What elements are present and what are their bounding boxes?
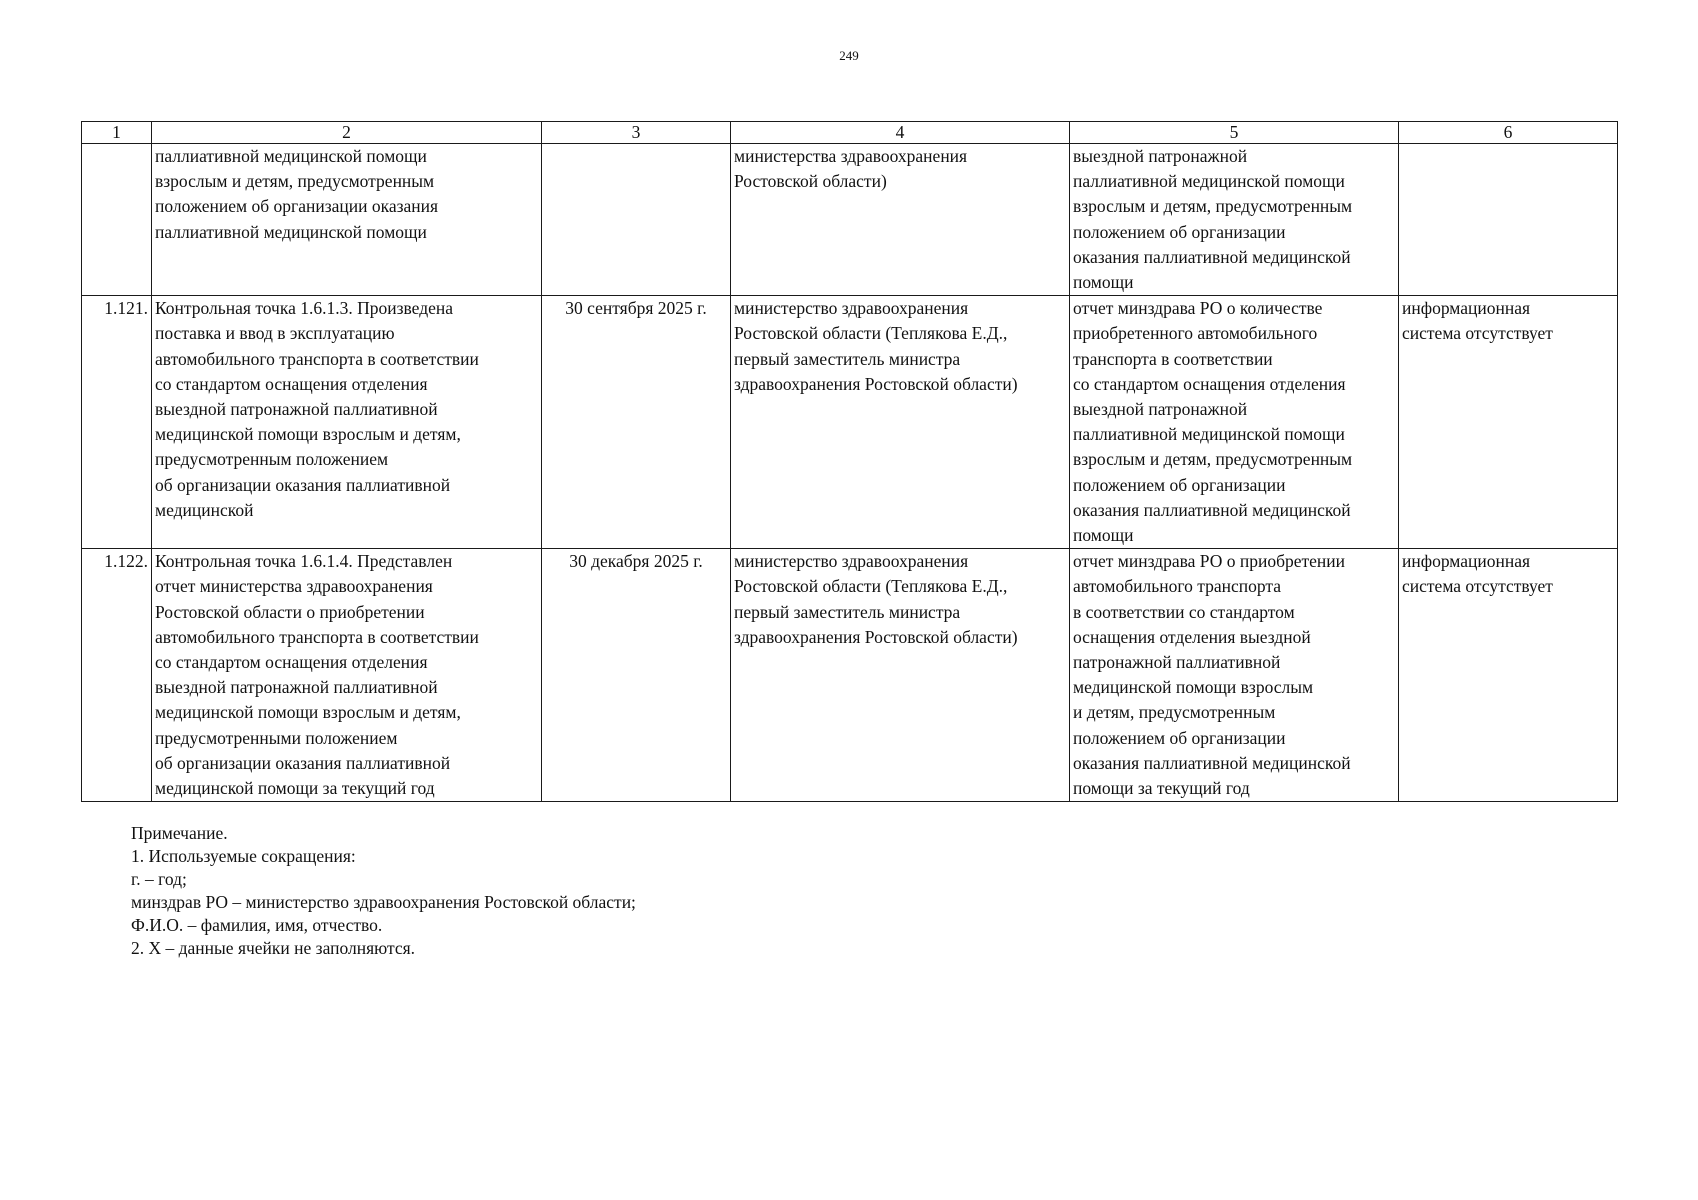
notes-section: [131, 822, 636, 960]
plan-table: [81, 121, 1618, 802]
table-row: [82, 549, 1618, 802]
info-system-cell: [1399, 144, 1618, 296]
notes-line: 2. Х – данные ячейки не заполняются.: [131, 938, 416, 958]
column-header-1: 1: [82, 122, 152, 144]
event-name-cell: Контрольная точка 1.6.1.4. Представлен отчет министерства здравоохранения Ростовской области о приобретении автомобильного транспорта в соответствии со стандартом оснащения отделения выездной патронажной паллиативной медицинской помощи взрослым и детям, предусмотренными положением об организации оказания паллиативной медицинской помощи за текущий год: [152, 549, 542, 802]
notes-line: 1. Используемые сокращения:: [131, 846, 356, 866]
table-row: [82, 296, 1618, 549]
table-row: [82, 144, 1618, 296]
table-header-row: [82, 122, 1618, 144]
column-header-2: 2: [152, 122, 542, 144]
notes-line: минздрав РО – министерство здравоохранения Ростовской области;: [131, 892, 636, 912]
responsible-cell: министерства здравоохранения Ростовской области): [731, 144, 1070, 296]
row-number-cell: 1.121.: [82, 296, 152, 549]
document-cell: отчет минздрава РО о количестве приобретенного автомобильного транспорта в соответствии со стандартом оснащения отделения выездной патронажной паллиативной медицинской помощи взрослым и детям, предусмотренным положением об организации оказания паллиативной медицинской помощи: [1070, 296, 1399, 549]
notes-line: Ф.И.О. – фамилия, имя, отчество.: [131, 915, 383, 935]
info-system-cell: информационная система отсутствует: [1399, 549, 1618, 802]
event-name-cell: Контрольная точка 1.6.1.3. Произведена поставка и ввод в эксплуатацию автомобильного транспорта в соответствии со стандартом оснащения отделения выездной патронажной паллиативной медицинской помощи взрослым и детям, предусмотренным положением об организации оказания паллиативной медицинской: [152, 296, 542, 549]
document-cell: выездной патронажной паллиативной медицинской помощи взрослым и детям, предусмотренным положением об организации оказания паллиативной медицинской помощи: [1070, 144, 1399, 296]
document-cell: отчет минздрава РО о приобретении автомобильного транспорта в соответствии со стандартом оснащения отделения выездной патронажной паллиативной медицинской помощи взрослым и детям, предусмотренным положением об организации оказания паллиативной медицинской помощи за текущий год: [1070, 549, 1399, 802]
responsible-cell: министерство здравоохранения Ростовской области (Теплякова Е.Д., первый заместитель министра здравоохранения Ростовской области): [731, 549, 1070, 802]
column-header-3: 3: [542, 122, 731, 144]
row-number-cell: 1.122.: [82, 549, 152, 802]
event-name-cell: паллиативной медицинской помощи взрослым и детям, предусмотренным положением об организации оказания паллиативной медицинской помощи: [152, 144, 542, 296]
deadline-cell: 30 декабря 2025 г.: [542, 549, 731, 802]
info-system-cell: информационная система отсутствует: [1399, 296, 1618, 549]
deadline-cell: 30 сентября 2025 г.: [542, 296, 731, 549]
row-number-cell: [82, 144, 152, 296]
column-header-4: 4: [731, 122, 1070, 144]
deadline-cell: [542, 144, 731, 296]
notes-line: г. – год;: [131, 869, 187, 889]
notes-title: Примечание.: [131, 823, 228, 843]
responsible-cell: министерство здравоохранения Ростовской области (Теплякова Е.Д., первый заместитель министра здравоохранения Ростовской области): [731, 296, 1070, 549]
page-number: 249: [839, 48, 859, 63]
column-header-5: 5: [1070, 122, 1399, 144]
column-header-6: 6: [1399, 122, 1618, 144]
